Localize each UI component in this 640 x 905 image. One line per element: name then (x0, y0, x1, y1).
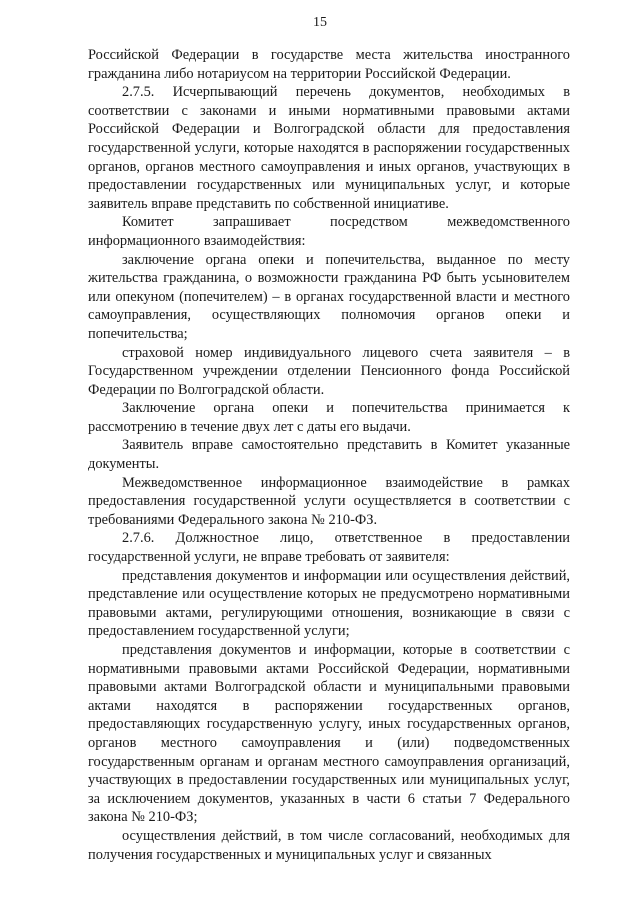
paragraph-2-7-5: 2.7.5. Исчерпывающий перечень документов, необходимых в соответствии с законами и иными нормативными правовыми актами Российской Федерации и Волгоградской области для предоставления государственной услуги, которые находятся в распоряжении государственных органов, органов местного самоуправления и иных органов, участвующих в предоставлении государственных или муниципальных услуг, и которые заявитель вправе представить по собственной инициативе. (88, 84, 570, 212)
paragraph-interagency-interaction: Межведомственное информационное взаимодействие в рамках предоставления государственной услуги осуществляется в соответствии с требованиями Федерального закона № 210-ФЗ. (88, 474, 570, 528)
paragraph-requirement-held-documents: представления документов и информации, которые в соответствии с нормативными правовыми актами Российской Федерации, нормативными правовыми актами Волгоградской области и муниципальными правовыми актами находятся в распоряжении государственных органов, предоставляющих государственную услугу, иных государственных органов, органов местного самоуправления и (или) подведомственных государственным органам и органам местного самоуправления организаций, участвующих в предоставлении государственных или муниципальных услуг, за исключением документов, указанных в части 6 статьи 7 Федерального закона № 210-ФЗ; (88, 642, 570, 826)
paragraph-committee-requests: Комитет запрашивает посредством межведомственного информационного взаимодействия: (88, 214, 570, 249)
paragraph-2-7-6: 2.7.6. Должностное лицо, ответственное в предоставлении государственной услуги, не вправе требовать от заявителя: (88, 530, 570, 566)
page-number: 15 (313, 15, 327, 30)
paragraph-guardianship-conclusion: заключение органа опеки и попечительства, выданное по месту жительства гражданина, о возможности гражданина РФ быть усыновителем или опекуном (попечителем) – в органах государственной власти и местного самоуправления, осуществляющих полномочия органов опеки и попечительства; (88, 251, 570, 342)
document-body (88, 46, 570, 864)
paragraph-requirement-documents: представления документов и информации или осуществления действий, представление или осуществление которых не предусмотрено нормативными правовыми актами, регулирующими отношения, возникающие в связи с предоставлением государственной услуги; (88, 567, 570, 640)
paragraph-continuation: Российской Федерации в государстве места жительства иностранного гражданина либо нотариусом на территории Российской Федерации. (88, 47, 570, 82)
paragraph-applicant-right: Заявитель вправе самостоятельно представить в Комитет указанные документы. (88, 437, 570, 473)
paragraph-conclusion-validity: Заключение органа опеки и попечительства принимается к рассмотрению в течение двух лет с даты его выдачи. (88, 400, 570, 435)
paragraph-requirement-actions: осуществления действий, в том числе согласований, необходимых для получения государственных и муниципальных услуг и связанных (88, 827, 570, 863)
paragraph-insurance-number: страховой номер индивидуального лицевого счета заявителя – в Государственном учреждении отделении Пенсионного фонда Российской Федерации по Волгоградской области. (88, 344, 570, 398)
